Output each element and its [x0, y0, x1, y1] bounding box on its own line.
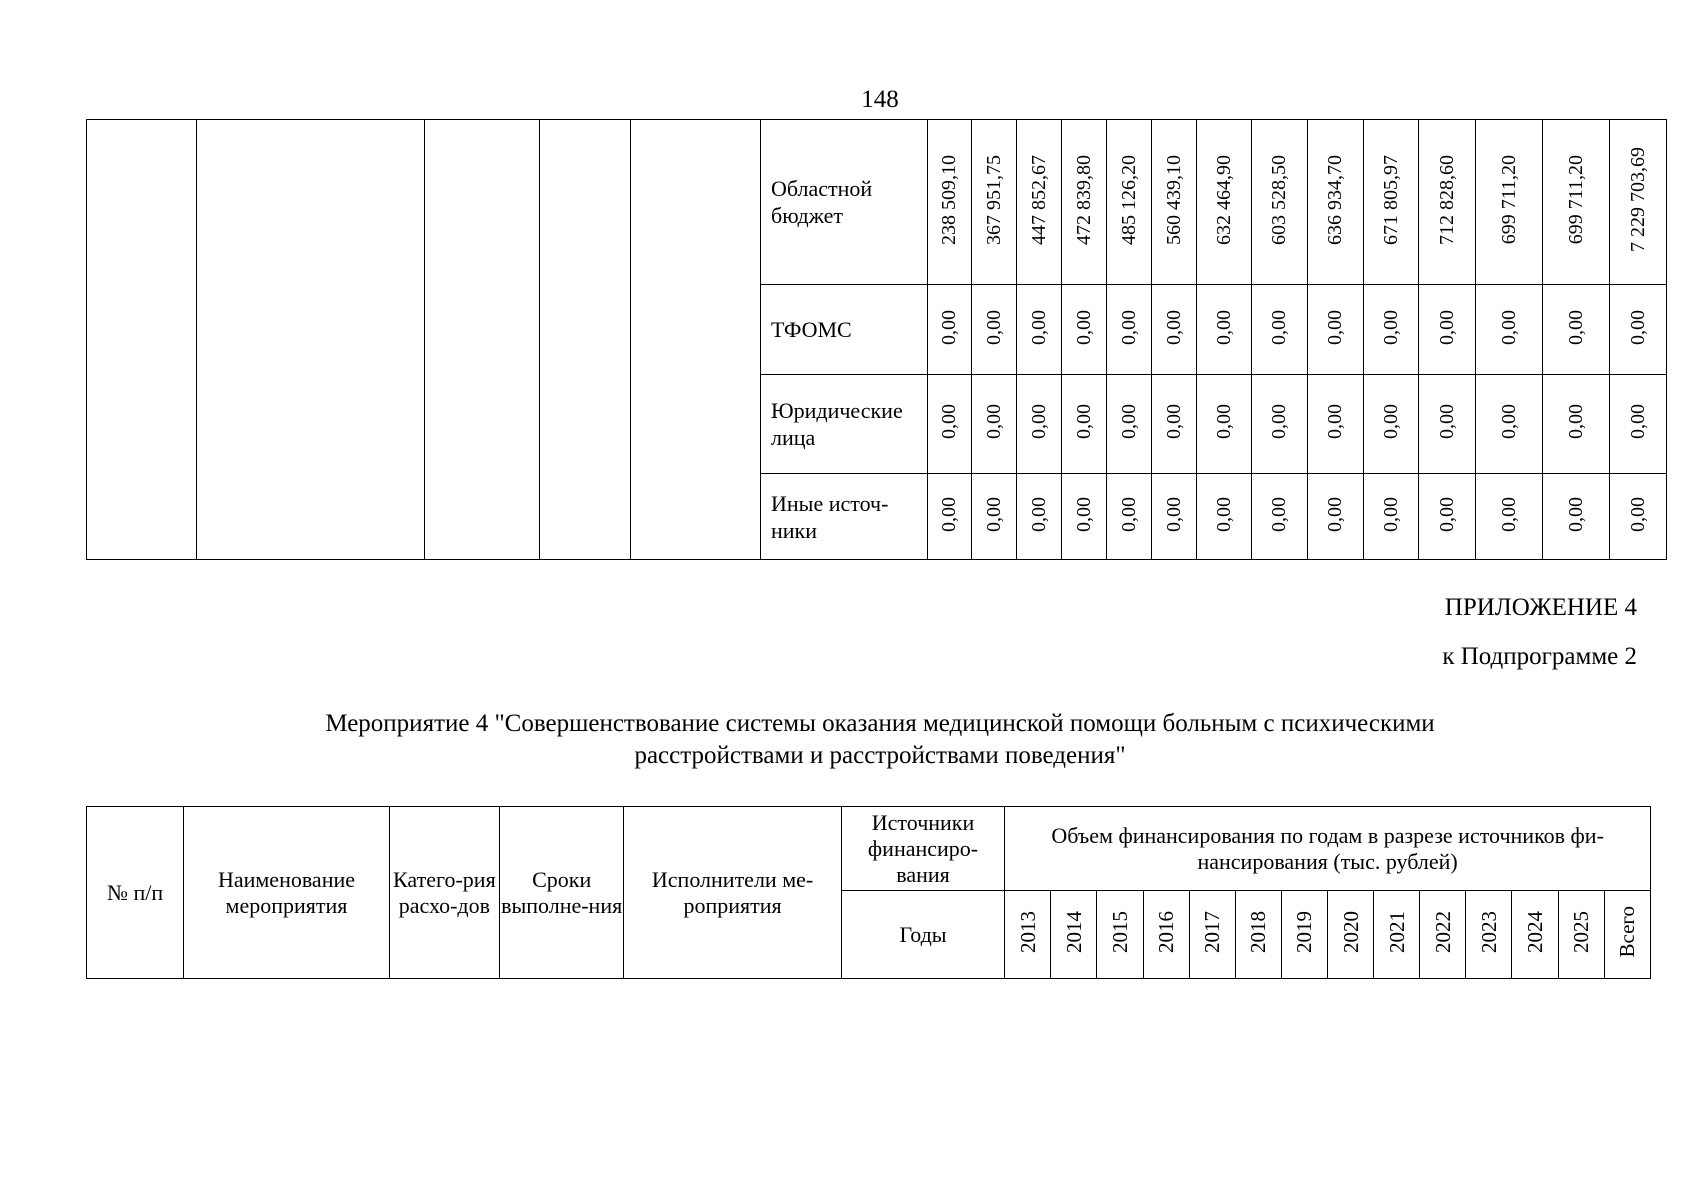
- year-header-cell: [1235, 891, 1281, 979]
- funding-value-cell: [1308, 375, 1364, 474]
- header-sources: Источники финансиро-вания: [841, 807, 1004, 891]
- funding-value: 0,00: [1268, 404, 1290, 439]
- funding-source: Юридические лица: [761, 375, 928, 474]
- funding-value: 671 805,97: [1379, 154, 1402, 245]
- year-header-cell: [1466, 891, 1512, 979]
- funding-value: 0,00: [1212, 404, 1235, 439]
- funding-value: 0,00: [1497, 309, 1520, 345]
- year-header-cell: [1281, 891, 1327, 979]
- funding-value-cell: [928, 375, 972, 474]
- funding-value: 447 852,67: [1027, 154, 1050, 245]
- funding-value: 0,00: [982, 496, 1005, 532]
- year-header-cell: [1512, 891, 1558, 979]
- year-label: 2020: [1338, 910, 1363, 953]
- funding-value-cell: [1017, 285, 1062, 375]
- funding-value: 712 828,60: [1435, 154, 1458, 245]
- year-label: 2021: [1384, 910, 1409, 953]
- funding-value: 0,00: [1435, 496, 1458, 532]
- funding-value-cell: [928, 474, 972, 560]
- year-label: 2014: [1061, 910, 1086, 953]
- funding-value: 0,00: [938, 496, 960, 532]
- year-label: 2023: [1476, 910, 1501, 953]
- funding-value-cell: [1017, 474, 1062, 560]
- funding-value: 603 528,50: [1268, 154, 1290, 245]
- funding-value: 0,00: [1117, 496, 1140, 532]
- funding-value: 0,00: [1497, 404, 1520, 439]
- funding-value: 0,00: [1564, 309, 1587, 345]
- funding-value-cell: [1364, 120, 1419, 285]
- funding-value-cell: [1419, 474, 1476, 560]
- funding-value: 0,00: [982, 404, 1005, 439]
- empty-cell: [631, 120, 761, 560]
- funding-value-cell: [928, 285, 972, 375]
- funding-value: 0,00: [938, 309, 960, 345]
- funding-value: 0,00: [1027, 404, 1050, 439]
- funding-value: 0,00: [1212, 309, 1235, 345]
- funding-value-cell: [1062, 375, 1107, 474]
- funding-value-cell: [1610, 474, 1667, 560]
- year-label: 2013: [1015, 910, 1040, 953]
- funding-value-cell: [1107, 285, 1152, 375]
- measure-title-line-1: Мероприятие 4 "Совершенствование системы оказания медицинской помощи больным с психическими: [325, 710, 1435, 737]
- funding-value: 0,00: [1117, 404, 1140, 439]
- year-header-cell: [1051, 891, 1097, 979]
- funding-value: 0,00: [1435, 309, 1458, 345]
- funding-value: 0,00: [1027, 309, 1050, 345]
- year-label: 2015: [1108, 910, 1132, 953]
- funding-value: 7 229 703,69: [1626, 147, 1649, 252]
- year-header-cell: [1604, 891, 1650, 979]
- funding-value-cell: [928, 120, 972, 285]
- funding-value-cell: [1476, 375, 1543, 474]
- funding-value-cell: [1364, 375, 1419, 474]
- funding-value-cell: [1543, 285, 1610, 375]
- header-years-label: Годы: [841, 891, 1004, 979]
- header-num: № п/п: [87, 807, 184, 979]
- funding-value-cell: [1543, 474, 1610, 560]
- funding-value-cell: [1610, 375, 1667, 474]
- funding-value-cell: [1419, 375, 1476, 474]
- year-header-cell: [1143, 891, 1189, 979]
- funding-value: 485 126,20: [1117, 154, 1140, 245]
- funding-value-cell: [1308, 120, 1364, 285]
- funding-source: Иные источ-ники: [761, 474, 928, 560]
- funding-value-cell: [1062, 474, 1107, 560]
- appendix-title: ПРИЛОЖЕНИЕ 4: [1444, 594, 1637, 621]
- funding-value: 0,00: [1268, 309, 1290, 345]
- funding-value: 560 439,10: [1162, 154, 1185, 245]
- funding-value-cell: [1364, 285, 1419, 375]
- funding-value: 636 934,70: [1324, 154, 1346, 245]
- year-label: 2017: [1200, 910, 1225, 953]
- funding-value-cell: [1476, 120, 1543, 285]
- funding-value-cell: [1308, 474, 1364, 560]
- funding-value-cell: [1107, 375, 1152, 474]
- year-label: 2022: [1430, 910, 1455, 953]
- year-header-cell: [1097, 891, 1143, 979]
- funding-value-cell: [972, 120, 1017, 285]
- funding-value: 367 951,75: [982, 154, 1005, 245]
- funding-value-cell: [1197, 120, 1252, 285]
- funding-value-cell: [1152, 285, 1197, 375]
- funding-source: ТФОМС: [761, 285, 928, 375]
- year-header-cell: [1328, 891, 1374, 979]
- year-label: 2019: [1292, 910, 1317, 953]
- funding-value-cell: [1419, 120, 1476, 285]
- funding-value-cell: [1610, 285, 1667, 375]
- funding-value-cell: [1476, 474, 1543, 560]
- funding-row: [87, 120, 1667, 285]
- funding-value-cell: [1419, 285, 1476, 375]
- funding-value-cell: [1197, 375, 1252, 474]
- measure-title: [180, 708, 1580, 772]
- appendix-subtitle: к Подпрограмме 2: [1442, 643, 1637, 670]
- funding-value-cell: [1107, 474, 1152, 560]
- funding-value: 0,00: [938, 404, 960, 439]
- funding-value: 0,00: [1072, 496, 1095, 532]
- funding-table-continuation: [86, 119, 1667, 560]
- year-header-cell: [1374, 891, 1420, 979]
- empty-cell: [87, 120, 197, 560]
- funding-value-cell: [1252, 375, 1308, 474]
- funding-value: 0,00: [1626, 496, 1649, 532]
- funding-value: 0,00: [1379, 496, 1402, 532]
- funding-value: 699 711,20: [1497, 154, 1520, 245]
- header-executors: Исполнители ме-роприятия: [624, 807, 842, 979]
- funding-value: 0,00: [1162, 309, 1185, 345]
- funding-table-header: [86, 806, 1651, 979]
- funding-value-cell: [1062, 285, 1107, 375]
- funding-value-cell: [1364, 474, 1419, 560]
- funding-value-cell: [1543, 120, 1610, 285]
- year-label: 2024: [1522, 910, 1547, 953]
- funding-value: 0,00: [1212, 496, 1235, 532]
- year-label: 2016: [1154, 910, 1179, 953]
- empty-cell: [425, 120, 540, 560]
- funding-value: 0,00: [1324, 309, 1346, 345]
- funding-value: 0,00: [1626, 404, 1649, 439]
- funding-value-cell: [1252, 474, 1308, 560]
- funding-value: 238 509,10: [938, 154, 960, 245]
- funding-value: 699 711,20: [1564, 154, 1587, 245]
- funding-value: 0,00: [1564, 404, 1587, 439]
- funding-value: 0,00: [1324, 404, 1346, 439]
- funding-value-cell: [1543, 375, 1610, 474]
- funding-value-cell: [1152, 474, 1197, 560]
- funding-value-cell: [1252, 120, 1308, 285]
- header-name: Наименование мероприятия: [184, 807, 390, 979]
- year-label: 2025: [1569, 910, 1594, 953]
- funding-value: 0,00: [1379, 404, 1402, 439]
- funding-value-cell: [972, 285, 1017, 375]
- header-volume: Объем финансирования по годам в разрезе источников фи-нансирования (тыс. рублей): [1005, 807, 1651, 891]
- funding-value-cell: [1610, 120, 1667, 285]
- funding-value-cell: [1017, 120, 1062, 285]
- funding-value: 0,00: [1162, 496, 1185, 532]
- funding-value: 0,00: [1435, 404, 1458, 439]
- funding-value-cell: [1152, 375, 1197, 474]
- funding-value: 0,00: [1268, 496, 1290, 532]
- funding-value-cell: [972, 375, 1017, 474]
- year-header-cell: [1420, 891, 1466, 979]
- funding-value-cell: [972, 474, 1017, 560]
- year-label: 2018: [1246, 910, 1271, 953]
- funding-value-cell: [1062, 120, 1107, 285]
- funding-value: 0,00: [1027, 496, 1050, 532]
- funding-value-cell: [1308, 285, 1364, 375]
- funding-value-cell: [1017, 375, 1062, 474]
- funding-value-cell: [1152, 120, 1197, 285]
- funding-value-cell: [1252, 285, 1308, 375]
- funding-source: Областной бюджет: [761, 120, 928, 285]
- funding-value: 0,00: [1072, 309, 1095, 345]
- funding-value: 0,00: [1626, 309, 1649, 345]
- funding-value: 0,00: [1072, 404, 1095, 439]
- header-terms: Сроки выполне-ния: [500, 807, 624, 979]
- year-header-cell: [1005, 891, 1051, 979]
- funding-value-cell: [1476, 285, 1543, 375]
- measure-title-line-2: расстройствами и расстройствами поведения": [634, 742, 1126, 769]
- funding-value-cell: [1197, 474, 1252, 560]
- funding-value-cell: [1107, 120, 1152, 285]
- funding-value: 0,00: [982, 309, 1005, 345]
- page-number: 148: [861, 86, 899, 113]
- funding-value: 0,00: [1379, 309, 1402, 345]
- header-category: Катего-рия расхо-дов: [389, 807, 499, 979]
- year-label: Всего: [1615, 905, 1640, 958]
- funding-value: 0,00: [1564, 496, 1587, 532]
- funding-value: 0,00: [1162, 404, 1185, 439]
- funding-value: 472 839,80: [1072, 154, 1095, 245]
- funding-value: 0,00: [1497, 496, 1520, 532]
- funding-value: 632 464,90: [1212, 154, 1235, 245]
- funding-value: 0,00: [1117, 309, 1140, 345]
- funding-value-cell: [1197, 285, 1252, 375]
- year-header-cell: [1558, 891, 1604, 979]
- funding-value: 0,00: [1324, 496, 1346, 532]
- empty-cell: [540, 120, 631, 560]
- year-header-cell: [1189, 891, 1235, 979]
- empty-cell: [197, 120, 425, 560]
